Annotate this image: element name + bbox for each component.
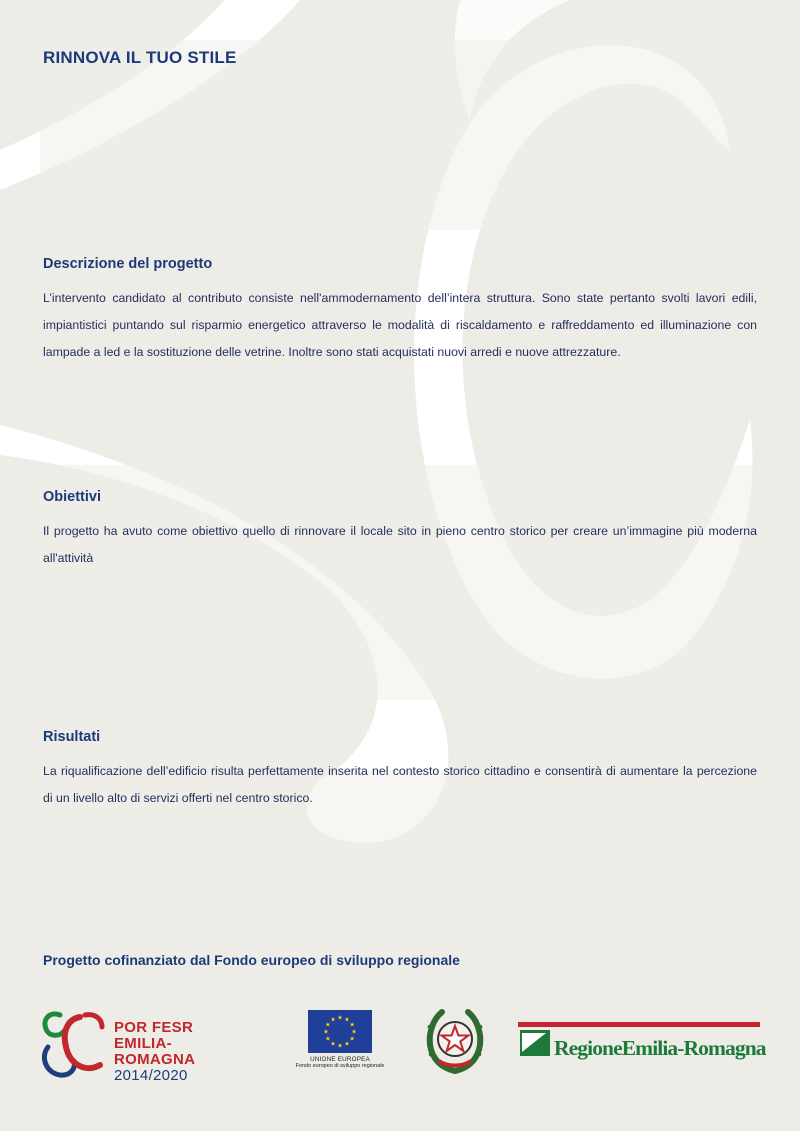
page-title: RINNOVA IL TUO STILE — [43, 48, 237, 67]
section-body: La riqualificazione dell’edificio risulta perfettamente inserita nel contesto storico cittadino e consentirà di aumentare la percezione di un livello alto di servizi offerti nel centro storico. — [43, 764, 757, 805]
italian-republic-emblem-icon — [425, 1007, 485, 1075]
por-fesr-region-label: EMILIA-ROMAGNA — [114, 1035, 196, 1068]
por-fesr-period-label: 2014/2020 — [114, 1067, 188, 1084]
section-heading: Descrizione del progetto — [43, 256, 213, 272]
eu-flag-icon — [308, 1010, 372, 1053]
section-risultati — [43, 729, 757, 812]
eu-fund-label: Fondo europeo di sviluppo regionale — [295, 1063, 385, 1069]
section-heading: Risultati — [43, 729, 101, 745]
por-fesr-swirl-icon — [40, 1007, 110, 1079]
cofinancing-statement: Progetto cofinanziato dal Fondo europeo di sviluppo regionale — [43, 952, 460, 968]
eu-logo — [280, 1010, 400, 1082]
regione-emilia-romagna-logo — [518, 1022, 766, 1062]
section-obiettivi — [43, 489, 757, 572]
por-fesr-logo — [40, 1007, 250, 1084]
section-body: L’intervento candidato al contributo consiste nell'ammodernamento dell’intera struttura. Sono state pertanto svolti lavori edili, impiantistici puntando sul risparmio energetico attraverso le modalità di riscaldamento e raffreddamento ed illuminazione con lampade a led e la sostituzione delle vetrine. Inoltre sono stati acquistati nuovi arredi e nuove attrezzature. — [43, 291, 757, 359]
regione-name: RegioneEmilia-Romagna — [554, 1036, 766, 1060]
section-heading: Obiettivi — [43, 489, 102, 505]
eu-label: UNIONE EUROPEA — [310, 1056, 370, 1063]
section-body: Il progetto ha avuto come obiettivo quello di rinnovare il locale sito in pieno centro storico per creare un’immagine più moderna all'attività — [43, 524, 757, 565]
logo-strip — [0, 1005, 800, 1095]
section-descrizione — [43, 256, 757, 366]
por-fesr-label: POR FESR — [114, 1019, 194, 1036]
